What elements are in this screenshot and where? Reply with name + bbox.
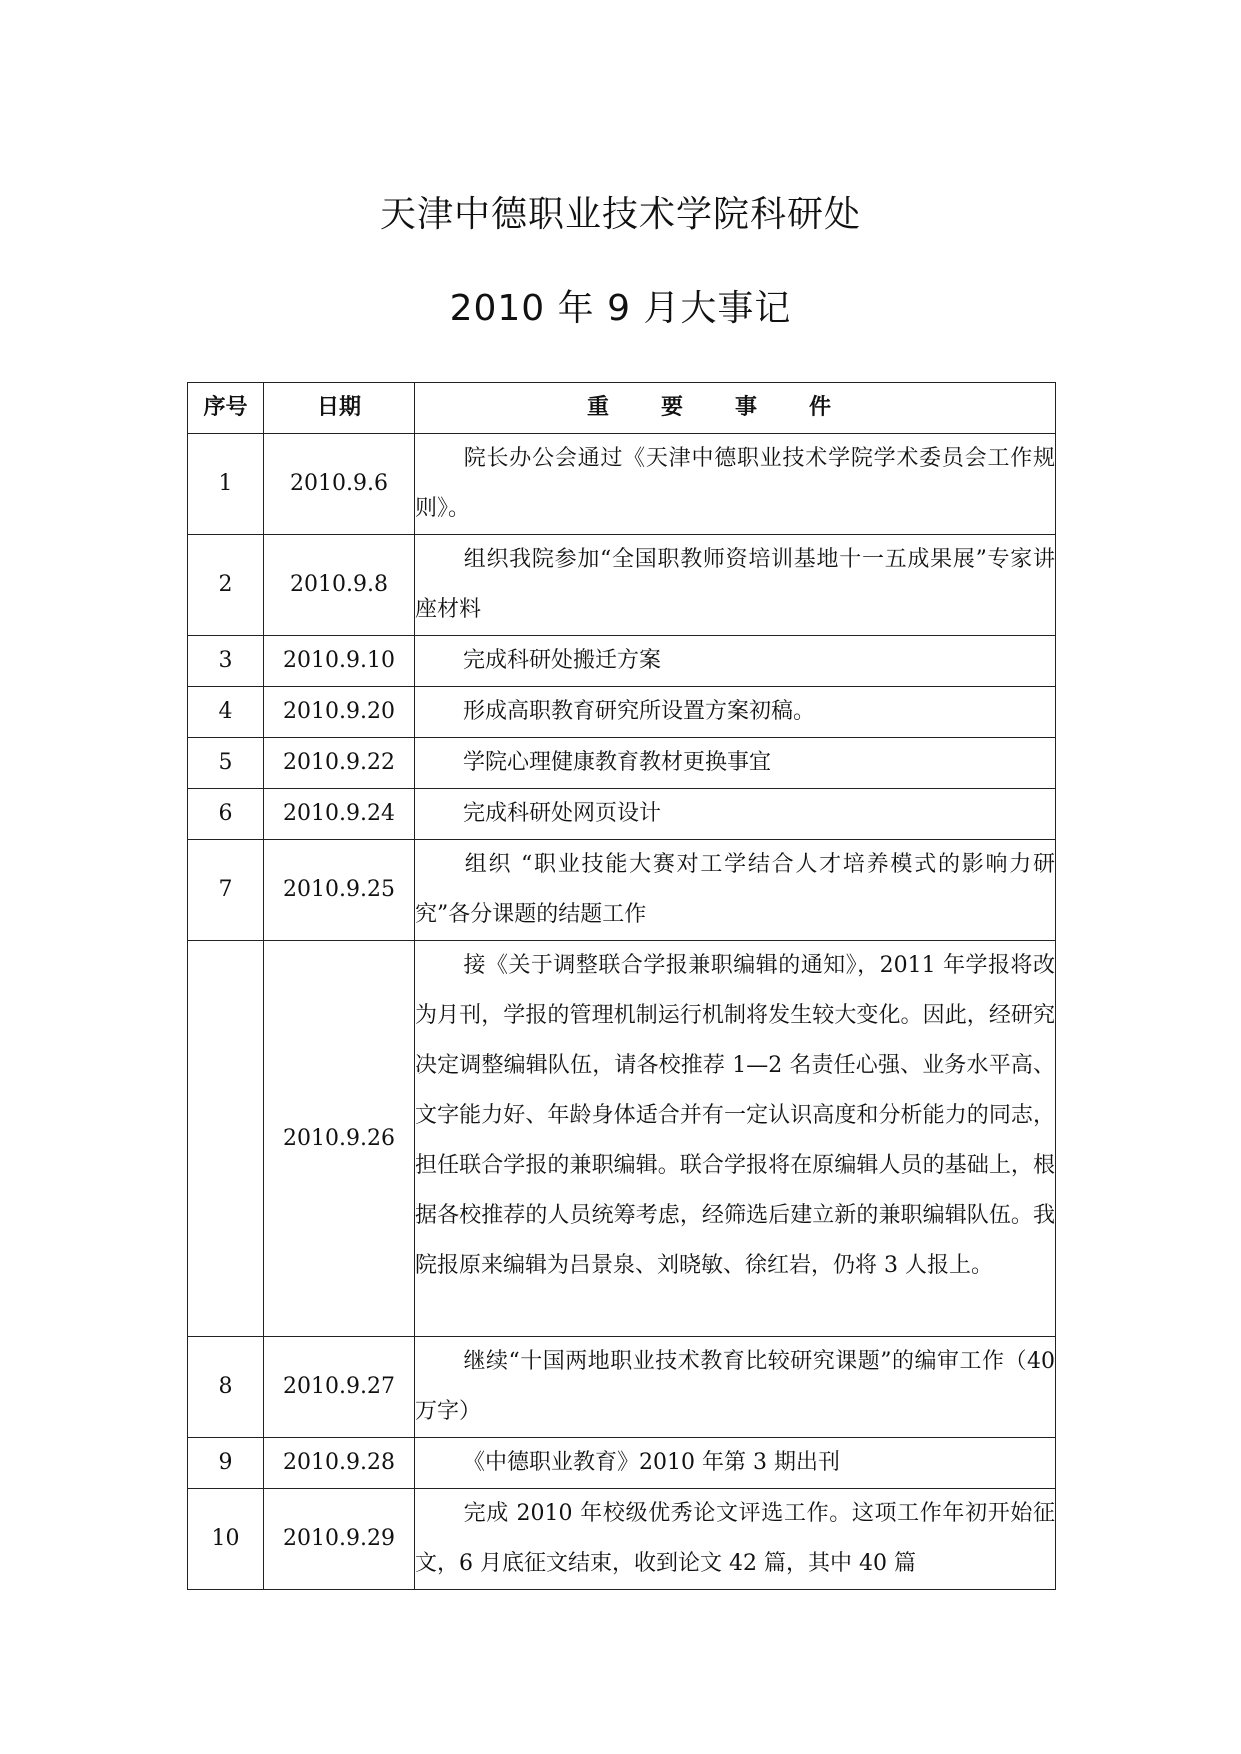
- row-event-text: 继续“十国两地职业技术教育比较研究课题”的编审工作（40 万字）: [415, 1349, 1055, 1424]
- row-date: 2010.9.27: [264, 1337, 415, 1438]
- table-row: [188, 1438, 1056, 1489]
- row-number: 4: [188, 687, 264, 738]
- row-date: 2010.9.22: [264, 738, 415, 789]
- table-row: [188, 535, 1056, 636]
- row-date: 2010.9.28: [264, 1438, 415, 1489]
- row-date: 2010.9.10: [264, 636, 415, 687]
- row-date: 2010.9.6: [264, 434, 415, 535]
- row-number: [188, 941, 264, 1337]
- row-event-text: 组织我院参加“全国职教师资培训基地十一五成果展”专家讲座材料: [415, 547, 1055, 622]
- row-number: 5: [188, 738, 264, 789]
- table-row: [188, 636, 1056, 687]
- row-number: 3: [188, 636, 264, 687]
- row-number: 2: [188, 535, 264, 636]
- header-event: 重要事件: [415, 383, 1056, 434]
- row-number: 6: [188, 789, 264, 840]
- table-row: [188, 789, 1056, 840]
- row-event: [415, 636, 1056, 687]
- document-subtitle: 2010 年 9 月大事记: [449, 288, 792, 329]
- table-row: [188, 840, 1056, 941]
- row-event-text: 完成科研处搬迁方案: [463, 648, 662, 673]
- row-event: [415, 840, 1056, 941]
- row-event-text: 完成 2010 年校级优秀论文评选工作。这项工作年初开始征文，6 月底征文结束，收到论文 42 篇，其中 40 篇: [415, 1501, 1055, 1576]
- document-title: 天津中德职业技术学院科研处: [379, 194, 861, 235]
- table-row: [188, 1489, 1056, 1590]
- table-row: [188, 687, 1056, 738]
- row-number: 9: [188, 1438, 264, 1489]
- row-number: 10: [188, 1489, 264, 1590]
- row-event-text: 学院心理健康教育教材更换事宜: [463, 750, 772, 775]
- row-date: 2010.9.8: [264, 535, 415, 636]
- row-event: [415, 789, 1056, 840]
- row-date: 2010.9.29: [264, 1489, 415, 1590]
- table-row: [188, 738, 1056, 789]
- row-number: 8: [188, 1337, 264, 1438]
- row-event-text: 组织 “职业技能大赛对工学结合人才培养模式的影响力研究”各分课题的结题工作: [415, 852, 1055, 927]
- row-event: [415, 1489, 1056, 1590]
- row-event-text: 接《关于调整联合学报兼职编辑的通知》，2011 年学报将改为月刊，学报的管理机制运行机制将发生较大变化。因此，经研究决定调整编辑队伍，请各校推荐 1—2 名责任心强、业务水平高、文字能力好、年龄身体适合并有一定认识高度和分析能力的同志，担任联合学报的兼职编辑。联合学报将在原编辑人员的基础上，根据各校推荐的人员统筹考虑，经筛选后建立新的兼职编辑队伍。我院报原来编辑为吕景泉、刘晓敏、徐红岩，仍将 3 人报上。: [415, 953, 1055, 1278]
- table-row: [188, 1337, 1056, 1438]
- row-event: [415, 1438, 1056, 1489]
- row-date: 2010.9.26: [264, 941, 415, 1337]
- table-row: [188, 941, 1056, 1337]
- table-row: [188, 434, 1056, 535]
- row-event-text: 形成高职教育研究所设置方案初稿。: [463, 699, 816, 724]
- row-number: 7: [188, 840, 264, 941]
- row-event-text: 院长办公会通过《天津中德职业技术学院学术委员会工作规则》。: [415, 446, 1055, 521]
- header-number: 序号: [188, 383, 264, 434]
- row-event: [415, 687, 1056, 738]
- row-date: 2010.9.20: [264, 687, 415, 738]
- row-event: [415, 738, 1056, 789]
- header-date: 日期: [264, 383, 415, 434]
- row-event: [415, 535, 1056, 636]
- row-event: [415, 941, 1056, 1337]
- row-event: [415, 1337, 1056, 1438]
- table-header-row: [188, 383, 1056, 434]
- row-number: 1: [188, 434, 264, 535]
- row-date: 2010.9.24: [264, 789, 415, 840]
- row-event-text: 《中德职业教育》2010 年第 3 期出刊: [463, 1450, 840, 1475]
- row-event: [415, 434, 1056, 535]
- events-table: [187, 382, 1056, 1590]
- row-event-text: 完成科研处网页设计: [463, 801, 662, 826]
- row-date: 2010.9.25: [264, 840, 415, 941]
